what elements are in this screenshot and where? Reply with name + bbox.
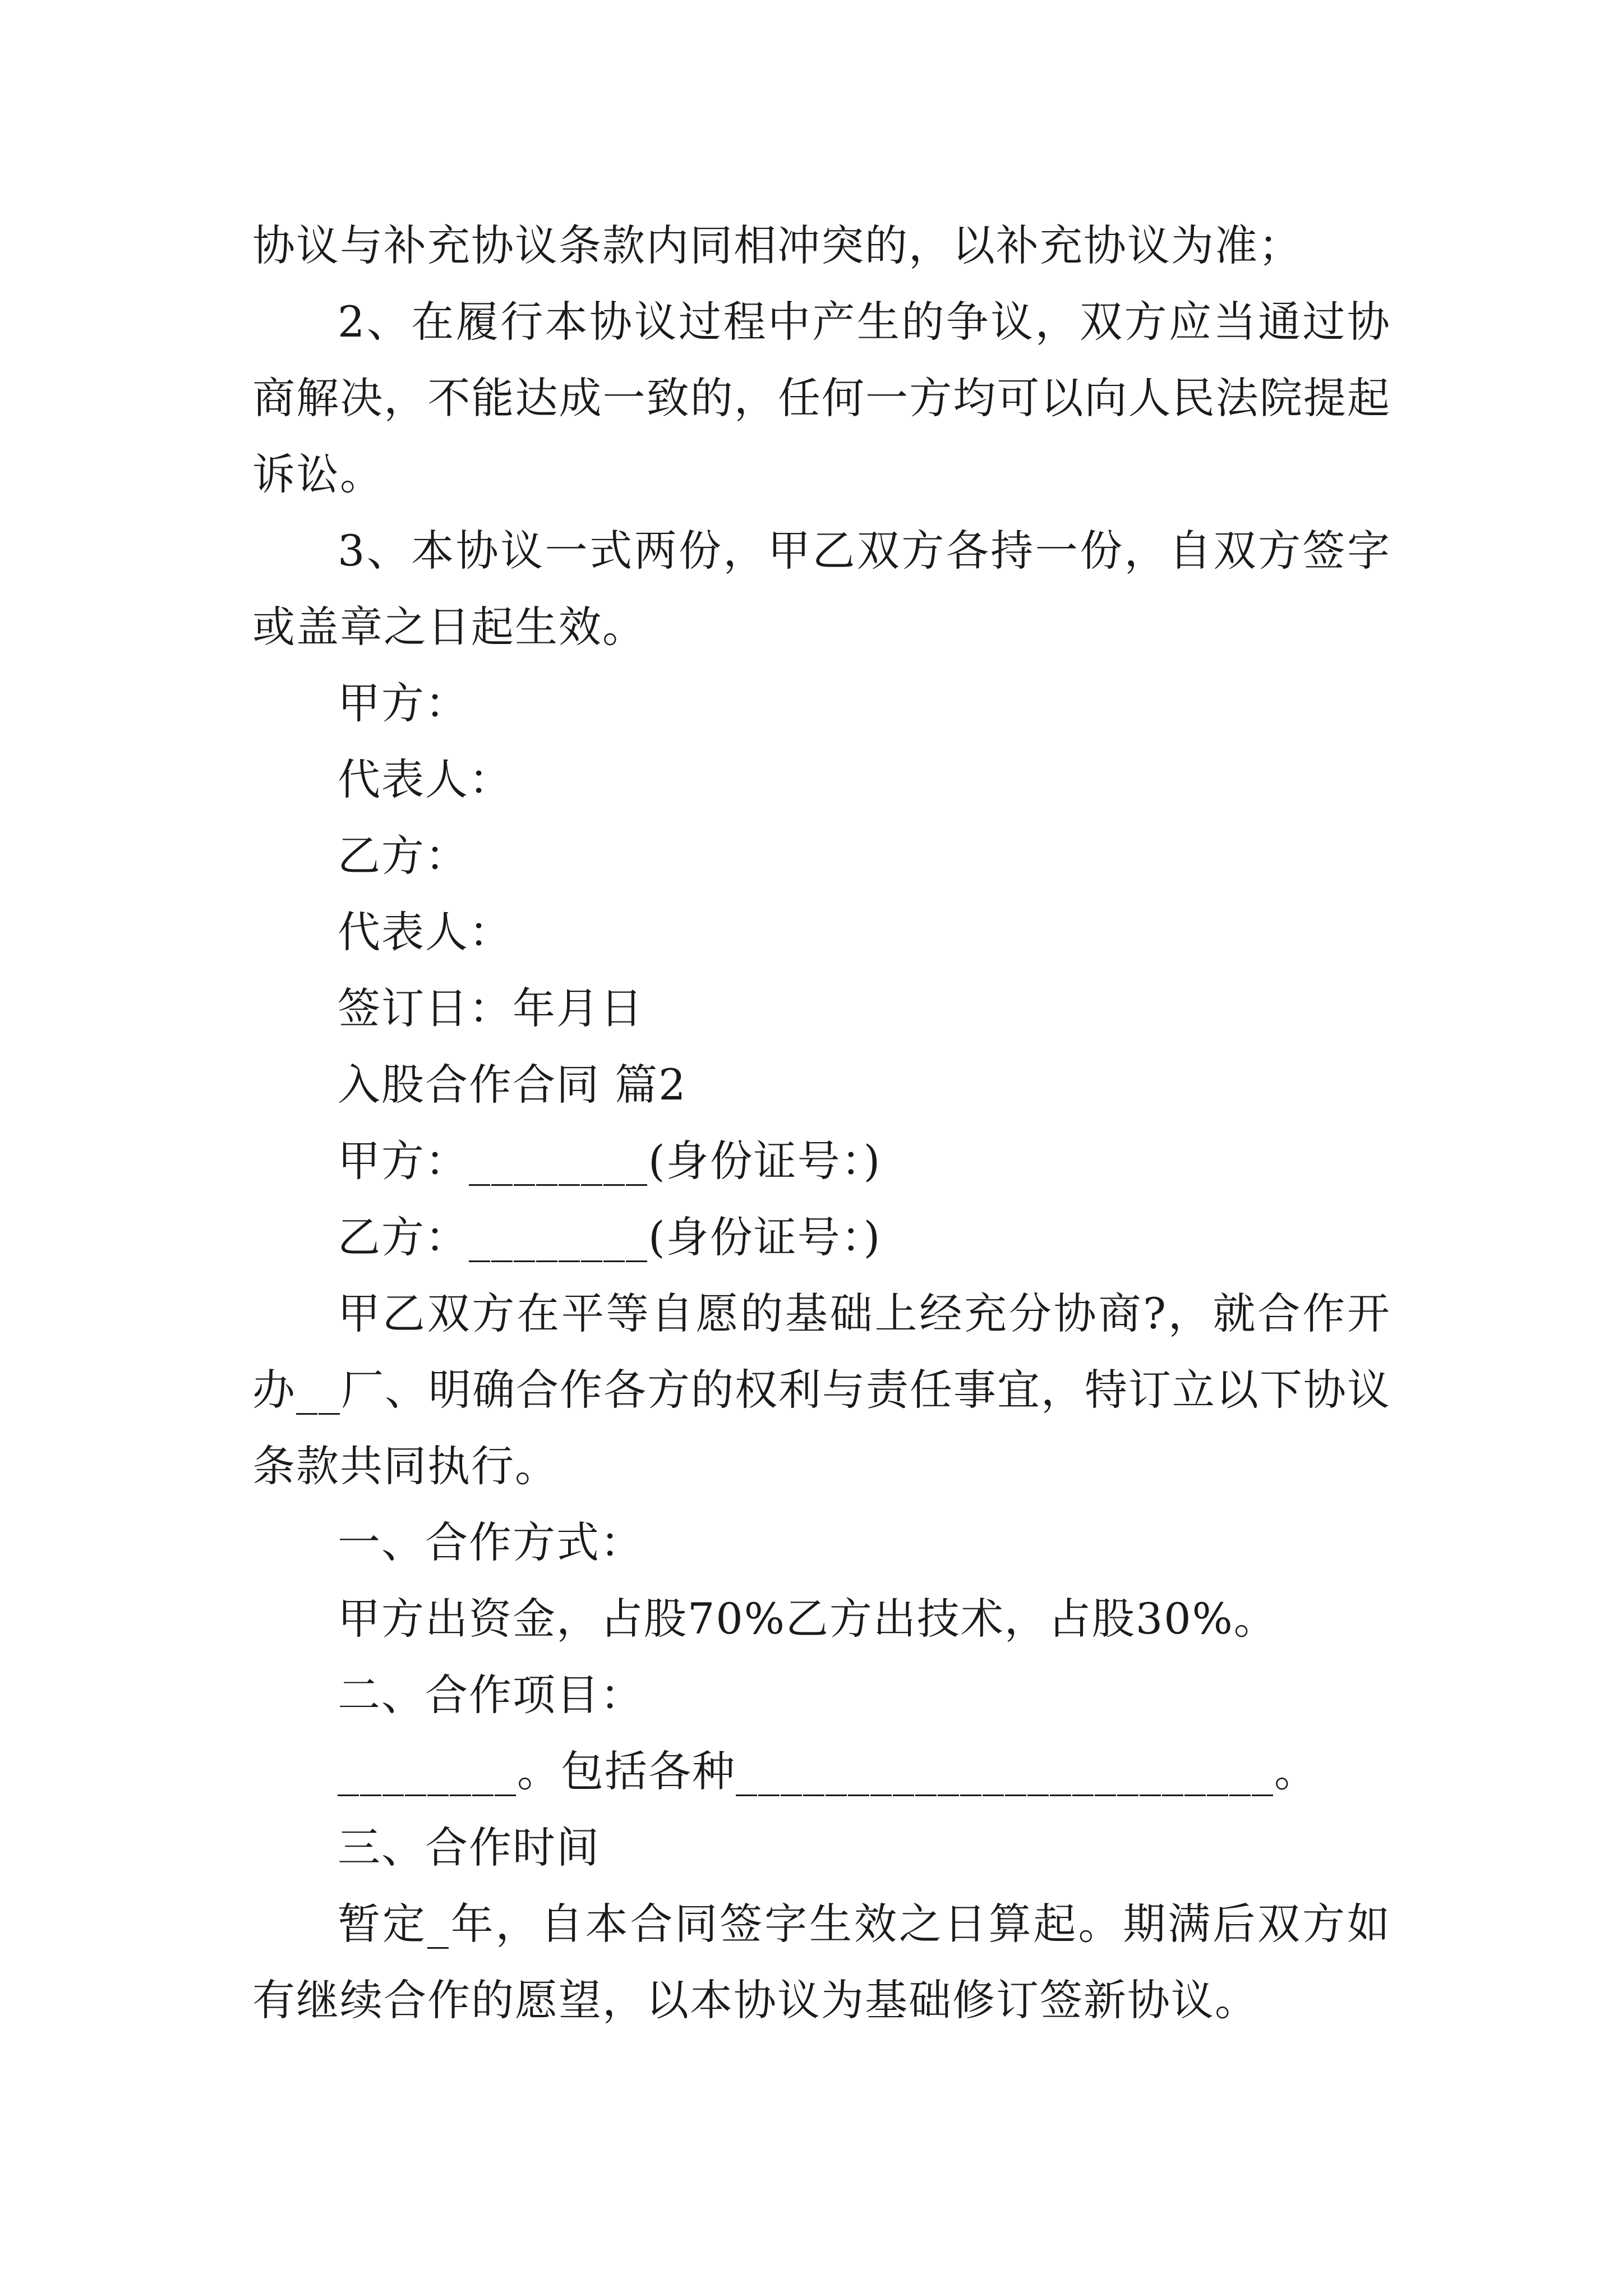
party-b-label: 乙方： xyxy=(338,831,469,881)
paragraph-supplement-precedence: 协议与补充协议条款内同相冲突的，以补充协议为准； xyxy=(252,220,1302,270)
paragraph-duration: 暂定_年，自本合同签字生效之日算起。期满后双方如有继续合作的愿望，以本协议为基础修订签新协议。 xyxy=(252,1899,1391,2025)
party-b-representative-label: 代表人： xyxy=(338,907,513,957)
paragraph-copies-effective: 3、本协议一式两份，甲乙双方各持一份，自双方签字或盖章之日起生效。 xyxy=(252,526,1391,652)
party-a-id-line: 甲方：________(身份证号：) xyxy=(338,1136,882,1186)
signing-date-label: 签订日：年月日 xyxy=(338,983,644,1033)
paragraph-dispute-resolution: 2、在履行本协议过程中产生的争议，双方应当通过协商解决，不能达成一致的，任何一方均可以向人民法院提起诉讼。 xyxy=(252,297,1391,499)
heading-cooperation-time: 三、合作时间 xyxy=(338,1823,600,1872)
heading-cooperation-method: 一、合作方式： xyxy=(338,1517,644,1567)
heading-cooperation-project: 二、合作项目： xyxy=(338,1670,644,1720)
document-body xyxy=(252,208,1391,2039)
section-title-contract-2: 入股合作合同 篇2 xyxy=(338,1060,687,1110)
party-b-id-line: 乙方：________(身份证号：) xyxy=(338,1212,882,1262)
paragraph-project-blank: ________。包括各种________________________。 xyxy=(338,1746,1318,1796)
party-a-label: 甲方： xyxy=(338,678,469,728)
paragraph-shareholding: 甲方出资金，占股70%乙方出技术，占股30%。 xyxy=(338,1594,1278,1644)
paragraph-preamble: 甲乙双方在平等自愿的基础上经充分协商?，就合作开办__厂、明确合作各方的权利与责任事宜，特订立以下协议条款共同执行。 xyxy=(252,1289,1391,1491)
party-a-representative-label: 代表人： xyxy=(338,754,513,804)
